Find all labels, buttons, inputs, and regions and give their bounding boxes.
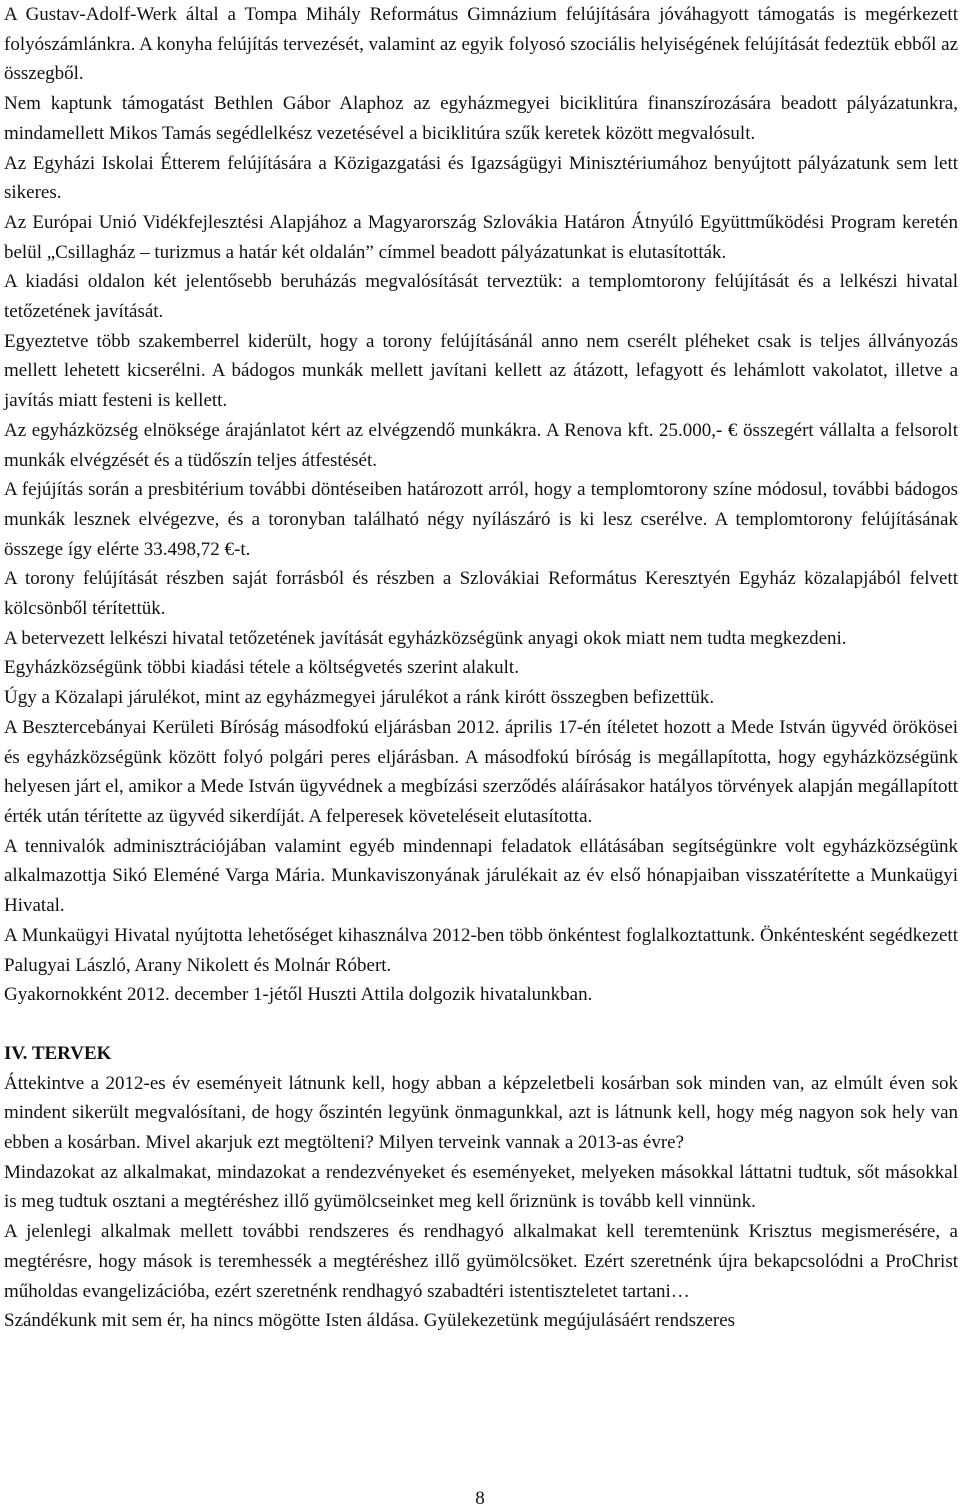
paragraph-onkentesek: A Munkaügyi Hivatal nyújtotta lehetőséget kihasználva 2012-ben több önkéntest foglalkoztattunk. Önkéntesként segédkezett Palugyai László, Arany Nikolett és Molnár Róbert. [4,924,958,976]
paragraph-europai-unio: Az Európai Unió Vidékfejlesztési Alapjához a Magyarország Szlovákia Határon Átnyúló Együttműködési Program keretén belül „Csillagház – turizmus a határ két oldalán” címmel beadott pályázatunkat is elutasították. [4,211,958,263]
paragraph-felujitas-osszeg: A fejújítás során a presbitérium további döntéseiben határozott arról, hogy a templomtorony színe módosul, további bádogos munkák lesznek elvégezve, és a toronyban található négy nyílászáró is ki lesz cserélve. A templomtorony felújításának összege így elérte 33.498,72 €-t. [4,479,958,560]
paragraph-bethlen-gabor: Nem kaptunk támogatást Bethlen Gábor Alaphoz az egyházmegyei biciklitúra finanszírozására beadott pályázatunkra, mindamellett Mikos Tamás segédlelkész vezetésével a biciklitúra szűk keretek között megvalósult. [4,93,958,144]
paragraph-lelkeszi-hivatal: A betervezett lelkészi hivatal tetőzetének javítását egyházközségünk anyagi okok miatt nem tudta megkezdeni. [4,627,847,649]
paragraph-torony-finanszirozas: A torony felújítását részben saját forrásból és részben a Szlovákiai Református Keresztyén Egyház közalapjából felvett kölcsönből térítettük. [4,568,958,620]
document-page [4,0,958,1336]
paragraph-kozalapi-jarulek: Úgy a Közalapi járulékot, mint az egyházmegyei járulékot a ránk kirótt összegben befizettük. [4,687,715,709]
paragraph-alkalmak: Mindazokat az alkalmakat, mindazokat a rendezvényeket és eseményeket, melyeken másokkal láttatni tudtuk, sőt másokkal is meg tudtuk osztani a megtéréshez illő gyümölcseinket meg kell őriznünk is tovább kell vinnünk. [4,1161,958,1213]
page-number: 8 [475,1488,485,1509]
paragraph-birosag: A Besztercebányai Kerületi Bíróság másodfokú eljárásban 2012. április 17-én ítéletet hozott a Mede István ügyvéd örökösei és egyházközségünk között folyó polgári peres eljárásban. A másodfokú bíróság is megállapította, hogy egyházközségünk helyesen járt el, amikor a Mede István ügyvédnek a megbízási szerződés aláírásakor hatályos törvények alapján megállapított érték után térítette az ügyvéd sikerdíját. A felperesek követeléseit elutasította. [4,716,958,827]
paragraph-attekintes: Áttekintve a 2012-es év eseményeit látnunk kell, hogy abban a képzeletbeli kosárban sok minden van, az elmúlt éven sok mindent sikerült megvalósítani, de hogy őszintén legyünk önmagunkkal, azt is látnunk kell, hogy még nagyon sok hely van ebben a kosárban. Mivel akarjuk ezt megtölteni? Milyen terveink vannak a 2013-as évre? [4,1072,958,1154]
paragraph-gyakornok: Gyakornokként 2012. december 1-jétől Huszti Attila dolgozik hivatalunkban. [4,984,593,1006]
paragraph-szandek: Szándékunk mit sem ér, ha nincs mögötte Isten áldása. Gyülekezetünk megújulásáért rendszeres [4,1310,736,1332]
paragraph-arajanlat: Az egyházközség elnöksége árajánlatot kért az elvégzendő munkákra. A Renova kft. 25.000,- € összegért vállalta a felsorolt munkák elvégzését és a tüdőszín teljes átfestését. [4,419,958,471]
paragraph-kiadasi-oldal: A kiadási oldalon két jelentősebb beruházás megvalósítását terveztük: a templomtorony felújítását és a lelkészi hivatal tetőzetének javítását. [4,271,958,323]
paragraph-iskolai-etterem: Az Egyházi Iskolai Étterem felújítására a Közigazgatási és Igazságügyi Minisztériumához benyújtott pályázatunk sem lett sikeres. [4,152,958,204]
paragraph-kiadasi-tetelek: Egyházközségünk többi kiadási tétele a költségvetés szerint alakult. [4,657,519,679]
paragraph-gustav-adolf-werk: A Gustav-Adolf-Werk által a Tompa Mihály Református Gimnázium felújítására jóváhagyott támogatás is megérkezett folyószámlánkra. A konyha felújítás tervezését, valamint az egyik folyosó szociális helyiségének felújítását fedeztük ebből az összegből. [4,4,958,85]
section-heading: IV. TERVEK [4,1042,112,1064]
paragraph-adminisztracio: A tennivalók adminisztrációjában valamint egyéb mindennapi feladatok ellátásában segítségünkre volt egyházközségünk alkalmazottja Sikó Eleméné Varga Mária. Munkaviszonyának járulékait az év első hónapjaiban visszatérítette a Munkaügyi Hivatal. [4,835,958,917]
paragraph-jelenlegi-alkalmak: A jelenlegi alkalmak mellett további rendszeres és rendhagyó alkalmakat kell teremtenünk Krisztus megismerésére, a megtérésre, hogy mások is teremhessék a megtéréshez illő gyümölcsöket. Ezért szeretnénk újra bekapcsolódni a ProChrist műholdas evangelizációba, ezért szeretnénk rendhagyó szabadtéri istentiszteletet tartani… [4,1221,958,1302]
paragraph-szakemberek: Egyeztetve több szakemberrel kiderült, hogy a torony felújításánál anno nem cserélt pléheket csak is teljes állványozás mellett lehetett kicserélni. A bádogos munkák mellett javítani kellett az átázott, lefagyott és lehámlott vakolatot, illetve a javítás miatt festeni is kellett. [4,330,958,412]
